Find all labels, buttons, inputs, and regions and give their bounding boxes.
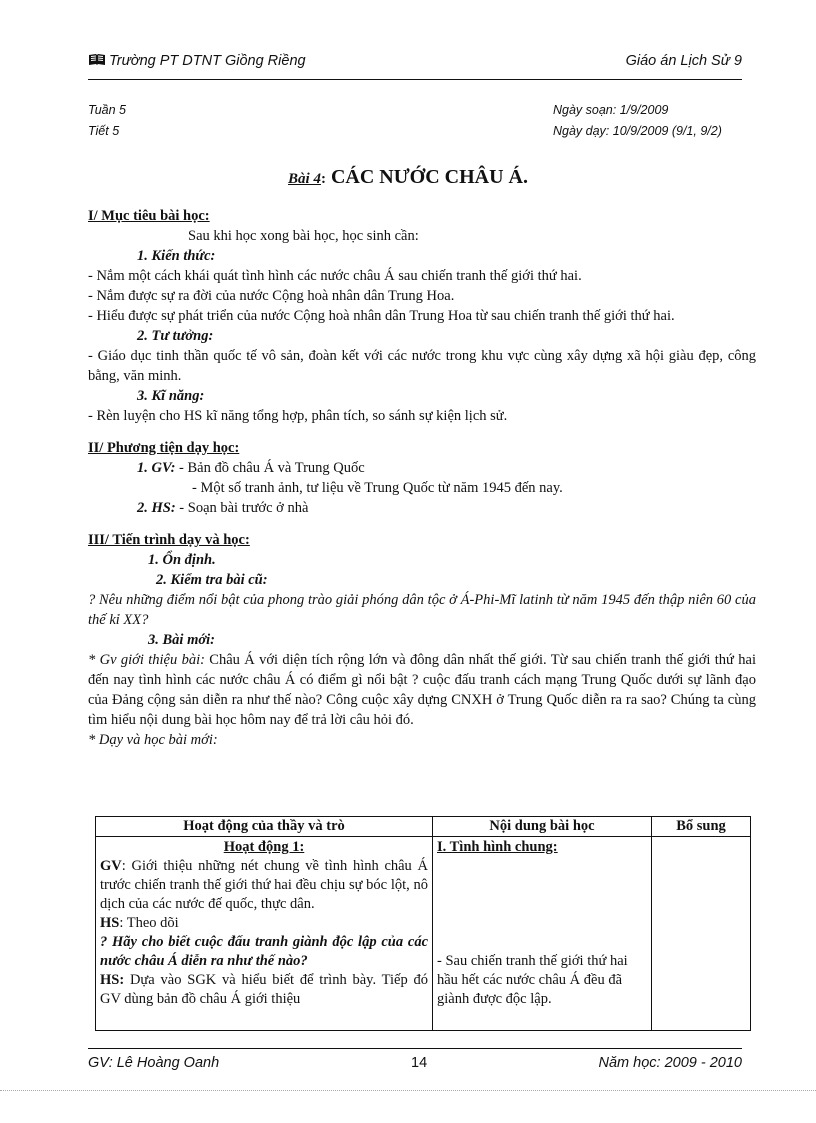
notes-cell [652, 837, 751, 1031]
thought-text: - Giáo dục tinh thần quốc tế vô sản, đoàn kết với các nước trong khu vực cùng xây dựng xã hội giàu đẹp, công bằng, văn minh. [88, 348, 756, 384]
knowledge-item: - Nắm được sự ra đời của nước Cộng hoà nhân dân Trung Hoa. [88, 288, 455, 304]
intro-label: * Gv giới thiệu bài: [88, 652, 205, 668]
objectives-heading: I/ Mục tiêu bài học: [88, 208, 210, 224]
lesson-name: CÁC NƯỚC CHÂU Á. [330, 166, 528, 188]
header-subject: Giáo án Lịch Sử 9 [625, 53, 742, 69]
table-row [96, 837, 751, 1031]
lesson-table [95, 816, 751, 1031]
gv-tag: GV [100, 858, 122, 874]
activity-cell [96, 837, 433, 1031]
hs-text: Dựa vào SGK và hiểu biết để trình bày. Tiếp đó GV dùng bản đồ châu Á giới thiệu [100, 972, 428, 1007]
school-name: Trường PT DTNT Giồng Riềng [109, 53, 306, 69]
teach-label: * Dạy và học bài mới: [88, 732, 218, 748]
hs-text: : Theo dõi [119, 915, 179, 931]
open-book-icon [88, 53, 106, 66]
content-cell [433, 837, 652, 1031]
hs-material: - Soạn bài trước ở nhà [179, 500, 309, 516]
hs-tag: HS [100, 915, 120, 931]
footer-teacher: GV: Lê Hoàng Oanh [88, 1055, 220, 1071]
skills-text: - Rèn luyện cho HS kĩ năng tổng hợp, phân tích, so sánh sự kiện lịch sử. [88, 408, 508, 424]
materials-heading: II/ Phương tiện dạy học: [88, 440, 240, 456]
header-school [88, 53, 306, 69]
table-header-row [96, 817, 751, 837]
gv-label: 1. GV: [137, 460, 176, 476]
content-text: - Sau chiến tranh thế giới thứ hai hầu hết các nước châu Á đều đã giành được độc lập. [437, 953, 628, 1007]
lesson-body [88, 206, 756, 750]
col-activities: Hoạt động của thầy và trò [96, 817, 433, 837]
page-number: 14 [411, 1055, 428, 1071]
skills-label: 3. Kĩ năng: [137, 388, 205, 404]
intro-text: Châu Á với diện tích rộng lớn và đông dân nhất thế giới. Từ sau chiến tranh thế giới thứ hai đến nay tình hình các nước châu Á có điểm gì nổi bật ? cuộc đấu tranh cách mạng Trung Quốc dưới sự lãnh đạo của Đảng cộng sản diễn ra như thế nào? Công cuộc xây dựng CNXH ở Trung Quốc diễn ra ra sao? Chúng ta cùng tìm hiểu nội dung bài học hôm nay để trả lời câu hỏi đó. [88, 652, 756, 728]
gv-text: : Giới thiệu những nét chung về tình hình châu Á trước chiến tranh thế giới thứ hai đều chịu sự bóc lột, nô dịch của các nước đế quốc, thực dân. [100, 858, 428, 912]
thought-label: 2. Tư tưởng: [137, 328, 214, 344]
knowledge-item: - Nắm một cách khái quát tình hình các nước châu Á sau chiến tranh thế giới thứ hai. [88, 268, 582, 284]
old-question: ? Nêu những điểm nổi bật của phong trào giải phóng dân tộc ở Á-Phi-Mĩ latinh từ năm 1945 đến thập niên 60 của thế kỉ XX? [88, 592, 756, 628]
footer-year: Năm học: 2009 - 2010 [598, 1055, 742, 1071]
lesson-title [0, 166, 816, 189]
week: Tuần 5 [88, 103, 126, 117]
step-new-lesson: 3. Bài mới: [148, 632, 215, 648]
lesson-number: Bài 4 [288, 171, 321, 187]
activity-title: Hoạt động 1: [223, 839, 305, 855]
content-heading: I. Tình hình chung: [437, 839, 558, 855]
knowledge-label: 1. Kiến thức: [137, 248, 216, 264]
header-rule [88, 79, 742, 80]
hs-label: 2. HS: [137, 500, 176, 516]
hs-tag: HS: [100, 972, 125, 988]
footer-rule [88, 1048, 742, 1049]
gv-material: - Một số tranh ảnh, tư liệu về Trung Quốc từ năm 1945 đến nay. [192, 480, 563, 496]
teach-date: Ngày dạy: 10/9/2009 (9/1, 9/2) [553, 124, 722, 138]
col-content: Nội dung bài học [433, 817, 652, 837]
gv-material: - Bản đồ châu Á và Trung Quốc [179, 460, 365, 476]
objectives-intro: Sau khi học xong bài học, học sinh cần: [188, 228, 419, 244]
page-edge [0, 1090, 816, 1091]
activity-question: ? Hãy cho biết cuộc đấu tranh giành độc lập của các nước châu Á diễn ra như thế nào? [100, 934, 428, 969]
knowledge-item: - Hiểu được sự phát triển của nước Cộng hoà nhân dân Trung Hoa từ sau chiến tranh thế giới thứ hai. [88, 308, 675, 324]
period: Tiết 5 [88, 124, 120, 138]
col-notes: Bổ sung [652, 817, 751, 837]
prep-date: Ngày soạn: 1/9/2009 [553, 103, 669, 117]
process-heading: III/ Tiến trình dạy và học: [88, 532, 250, 548]
title-separator: : [320, 171, 326, 187]
step-check-old: 2. Kiểm tra bài cũ: [156, 572, 268, 588]
step-stabilize: 1. Ổn định. [148, 552, 216, 568]
